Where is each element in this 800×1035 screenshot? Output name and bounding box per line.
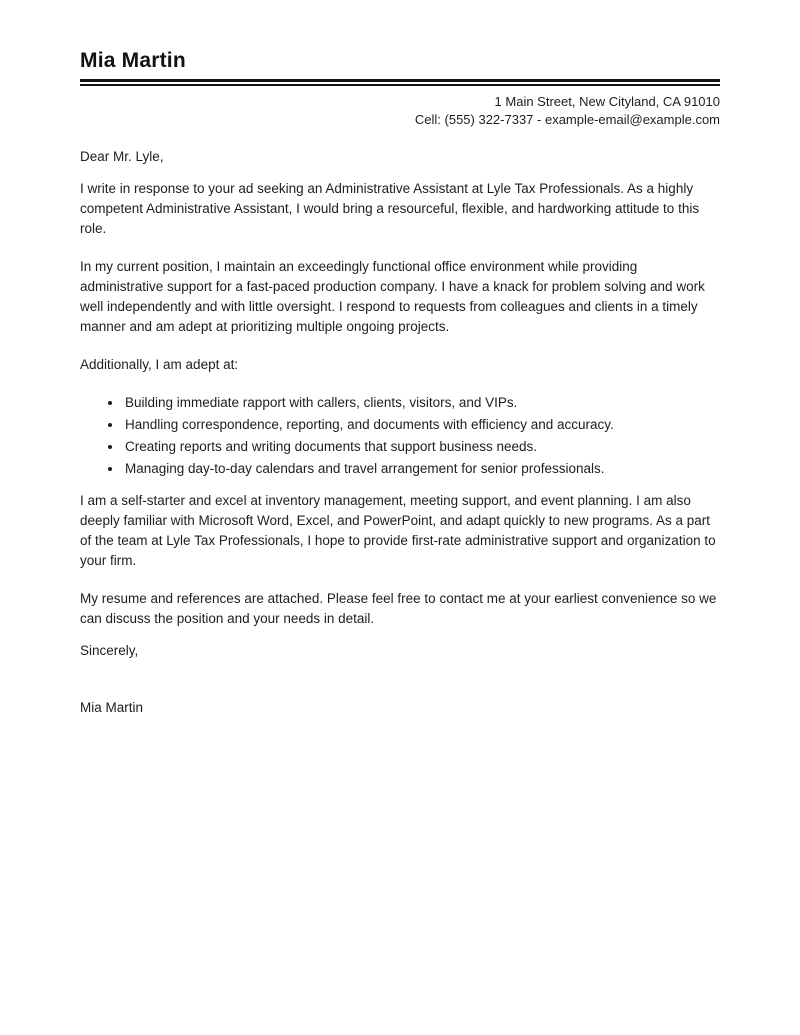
list-item: • Handling correspondence, reporting, and documents with efficiency and accuracy.: [123, 415, 720, 435]
letterhead-name: Mia Martin: [80, 49, 186, 72]
list-item: • Creating reports and writing documents that support business needs.: [123, 437, 720, 457]
paragraph-intro: I write in response to your ad seeking an Administrative Assistant at Lyle Tax Professionals. As a highly competent Administrative Assistant, I would bring a resourceful, flexible, and hardworking attitude to this role.: [80, 181, 700, 236]
list-item: • Managing day-to-day calendars and travel arrangement for senior professionals.: [123, 459, 720, 479]
divider-rule-bottom: [80, 84, 720, 86]
contact-cell-email: Cell: (555) 322-7337 - example-email@example.com: [414, 112, 720, 127]
salutation: Dear Mr. Lyle,: [80, 149, 164, 164]
closing: Sincerely,: [80, 643, 139, 658]
adept-skill-list: [80, 393, 720, 479]
paragraph-current-position: In my current position, I maintain an exceedingly functional office environment while providing administrative support for a fast-paced production company. I have a knack for problem solving and work well independently and with little oversight. I respond to requests from colleagues and clients in a timely manner and am adept at prioritizing multiple ongoing projects.: [80, 259, 705, 334]
paragraph-skills: I am a self-starter and excel at inventory management, meeting support, and event planning. I am also deeply familiar with Microsoft Word, Excel, and PowerPoint, and adapt quickly to new programs. As a part of the team at Lyle Tax Professionals, I hope to provide first-rate administrative support and organization to your firm.: [80, 493, 716, 568]
letterhead-divider: [80, 79, 720, 86]
signature-name: Mia Martin: [80, 700, 144, 715]
letter-body: [80, 147, 720, 718]
letterhead: [80, 48, 720, 129]
adept-intro: Additionally, I am adept at:: [80, 357, 239, 372]
paragraph-resume: My resume and references are attached. Please feel free to contact me at your earliest convenience so we can discuss the position and your needs in detail.: [80, 591, 717, 626]
contact-block: [80, 93, 720, 129]
list-item: • Building immediate rapport with callers, clients, visitors, and VIPs.: [123, 393, 720, 413]
contact-address: 1 Main Street, New Cityland, CA 91010: [494, 94, 720, 109]
divider-rule-top: [80, 79, 720, 82]
